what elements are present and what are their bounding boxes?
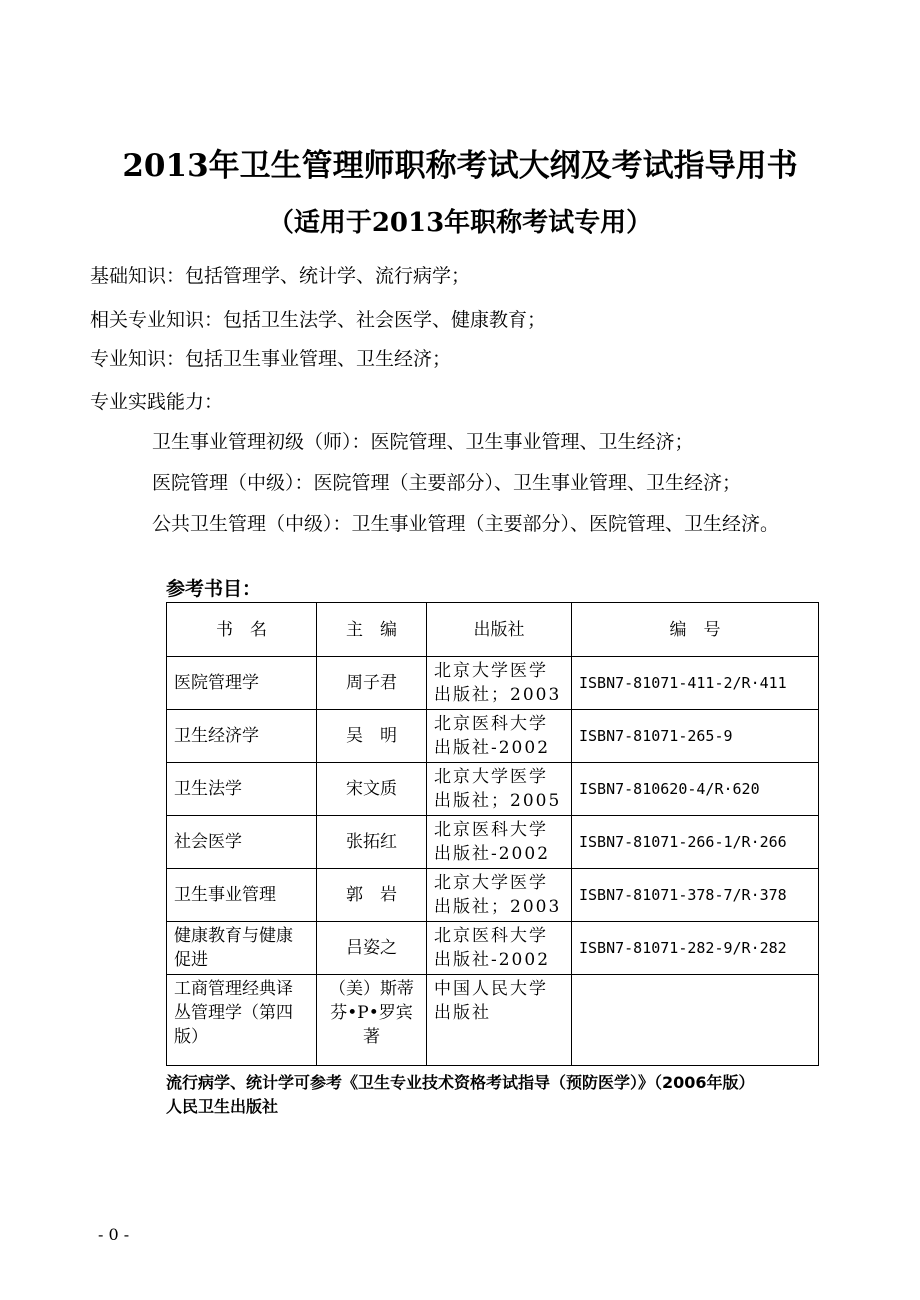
document-subtitle: （适用于2013年职称考试专用） bbox=[267, 208, 653, 238]
book-isbn: ISBN7-81071-411-2/R·411 bbox=[572, 657, 819, 710]
book-publisher: 北京大学医学出版社；2003 bbox=[427, 869, 572, 922]
reference-books-label: 参考书目： bbox=[166, 578, 262, 600]
book-editor: 吕姿之 bbox=[317, 922, 427, 975]
book-editor: 周子君 bbox=[317, 657, 427, 710]
book-name: 卫生法学 bbox=[167, 763, 317, 816]
book-editor: 宋文质 bbox=[317, 763, 427, 816]
book-name: 健康教育与健康促进 bbox=[167, 922, 317, 975]
practice-item-public-health-intermediate: 公共卫生管理（中级）：卫生事业管理（主要部分）、医院管理、卫生经济。 bbox=[152, 513, 780, 535]
header-book-name: 书 名 bbox=[167, 603, 317, 657]
book-publisher: 中国人民大学出版社 bbox=[427, 975, 572, 1066]
subject-basic-knowledge: 基础知识：包括管理学、统计学、流行病学； bbox=[90, 265, 471, 287]
table-row bbox=[167, 975, 819, 1066]
book-name: 卫生经济学 bbox=[167, 710, 317, 763]
document-title: 2013年卫生管理师职称考试大纲及考试指导用书 bbox=[122, 148, 798, 184]
book-editor: （美）斯蒂芬•P•罗宾著 bbox=[317, 975, 427, 1066]
book-isbn: ISBN7-810620-4/R·620 bbox=[572, 763, 819, 816]
book-name: 卫生事业管理 bbox=[167, 869, 317, 922]
book-publisher: 北京大学医学出版社；2003 bbox=[427, 657, 572, 710]
book-isbn: ISBN7-81071-282-9/R·282 bbox=[572, 922, 819, 975]
book-name: 社会医学 bbox=[167, 816, 317, 869]
book-publisher: 北京医科大学出版社-2002 bbox=[427, 710, 572, 763]
book-isbn: ISBN7-81071-266-1/R·266 bbox=[572, 816, 819, 869]
table-row bbox=[167, 710, 819, 763]
practice-item-hospital-intermediate: 医院管理（中级）：医院管理（主要部分）、卫生事业管理、卫生经济； bbox=[152, 472, 742, 494]
book-publisher: 北京医科大学出版社-2002 bbox=[427, 922, 572, 975]
book-isbn bbox=[572, 975, 819, 1066]
table-row bbox=[167, 922, 819, 975]
practice-item-junior: 卫生事业管理初级（师）：医院管理、卫生事业管理、卫生经济； bbox=[152, 431, 694, 453]
table-row bbox=[167, 657, 819, 710]
subject-practice-ability: 专业实践能力： bbox=[90, 391, 224, 413]
page-number: - 0 - bbox=[98, 1225, 130, 1244]
header-editor: 主 编 bbox=[317, 603, 427, 657]
subject-related-knowledge: 相关专业知识：包括卫生法学、社会医学、健康教育； bbox=[90, 309, 547, 331]
table-row bbox=[167, 869, 819, 922]
reference-books-table bbox=[166, 602, 819, 1066]
book-editor: 吴 明 bbox=[317, 710, 427, 763]
reference-note-publisher: 人民卫生出版社 bbox=[166, 1097, 279, 1116]
table-header-row bbox=[167, 603, 819, 657]
book-editor: 张拓红 bbox=[317, 816, 427, 869]
subject-professional-knowledge: 专业知识：包括卫生事业管理、卫生经济； bbox=[90, 348, 452, 370]
book-publisher: 北京医科大学出版社-2002 bbox=[427, 816, 572, 869]
book-publisher: 北京大学医学出版社；2005 bbox=[427, 763, 572, 816]
header-publisher: 出版社 bbox=[427, 603, 572, 657]
book-name: 医院管理学 bbox=[167, 657, 317, 710]
book-isbn: ISBN7-81071-265-9 bbox=[572, 710, 819, 763]
book-name: 工商管理经典译丛管理学（第四版） bbox=[167, 975, 317, 1066]
header-isbn: 编 号 bbox=[572, 603, 819, 657]
book-isbn: ISBN7-81071-378-7/R·378 bbox=[572, 869, 819, 922]
reference-note: 流行病学、统计学可参考《卫生专业技术资格考试指导（预防医学）》（2006年版） bbox=[166, 1073, 755, 1092]
book-editor: 郭 岩 bbox=[317, 869, 427, 922]
table-row bbox=[167, 763, 819, 816]
table-row bbox=[167, 816, 819, 869]
